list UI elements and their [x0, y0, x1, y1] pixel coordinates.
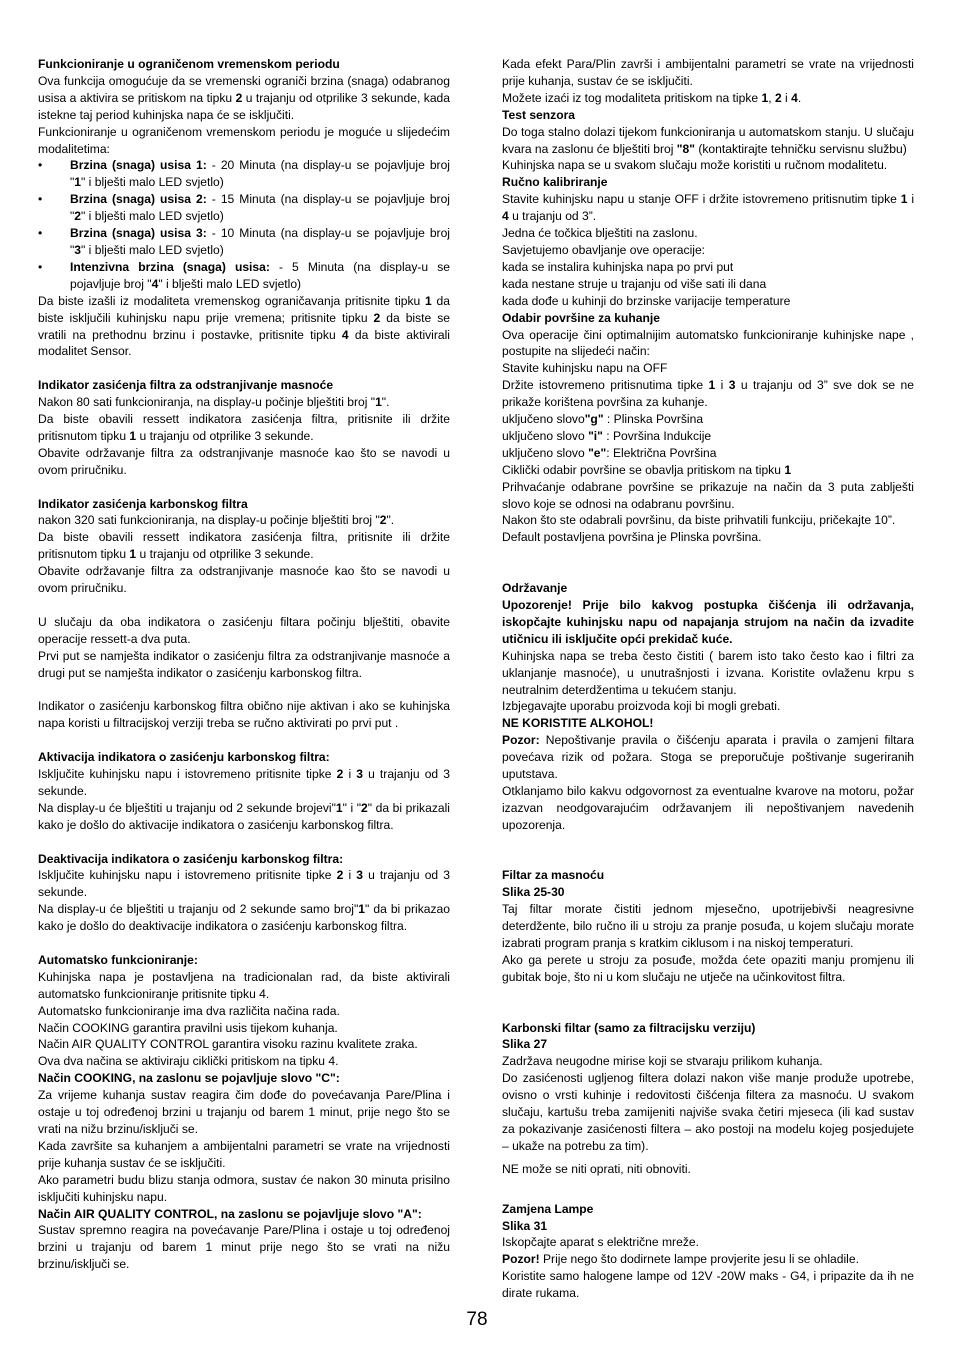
- warning-label: Pozor:: [502, 733, 540, 748]
- section-title: Funkcioniranje u ograničenom vremenskom periodu: [38, 57, 340, 71]
- text-run: " i blješti malo LED svjetlo): [81, 175, 224, 190]
- key-number: 4: [151, 276, 159, 291]
- text-run: : Površina Indukcije: [602, 428, 712, 443]
- text-run: u trajanju od 3” sve dok se ne prikaže korištena površina za kuhanje.: [502, 378, 914, 410]
- text-run: - 15 Minuta (na display-u se pojavljuje broj ": [70, 192, 450, 224]
- text-run: u trajanju od otprilike 3 sekunde.: [136, 428, 314, 443]
- key-letter: "e": [588, 445, 607, 460]
- paragraph: Jedna će točkica blještiti na zaslonu.: [502, 226, 698, 241]
- paragraph: Ako ga perete u stroju za posuđe, možda ćete opaziti manju promjenu ili gubitak boje, što ni u kom slučaju ne utječe na učinkovitost filtra.: [502, 952, 914, 984]
- spacer: [38, 732, 450, 749]
- text-run: Stavite kuhinjsku napu u stanje OFF i držite istovremeno pritisnutim tipke: [502, 192, 901, 207]
- paragraph: [502, 462, 914, 479]
- text-run: " i blješti malo LED svjetlo): [81, 209, 224, 224]
- page-number: 78: [466, 1309, 488, 1330]
- paragraph: Izbjegavajte uporabu proizvoda koji bi mogli grebati.: [502, 699, 781, 714]
- paragraph: [38, 512, 450, 529]
- paragraph: Kada efekt Para/Plin završi i ambijentalni parametri se vrate na vrijednosti prije kuhanja, sustav će se isključiti.: [502, 57, 914, 88]
- spacer: [502, 1178, 914, 1195]
- text-run: Prije nego što dodirnete lampe provjerite jesu li se ohladile.: [539, 1252, 859, 1267]
- paragraph: [502, 428, 914, 445]
- key-number: 4: [341, 327, 349, 342]
- key-number: 1: [784, 462, 792, 477]
- key-number: 1: [761, 90, 769, 105]
- left-column: [38, 56, 450, 1273]
- paragraph: [38, 766, 450, 800]
- warning-text: NE KORISTITE ALKOHOL!: [502, 716, 654, 731]
- key-number: 2: [379, 513, 387, 528]
- spacer: [502, 834, 914, 851]
- paragraph: Otklanjamo bilo kakvu odgovornost za eventualne kvarove na motoru, požar izazvan neodgovarajućim održavanjem ili nepoštivanjem navedenih upozorenja.: [502, 783, 914, 832]
- text-run: u trajanju od 3 sekunde.: [38, 868, 450, 900]
- key-number: 1: [708, 378, 716, 393]
- paragraph: kada se instalira kuhinjska napa po prvi put: [502, 259, 734, 274]
- text-run: i: [781, 90, 792, 105]
- key-number: 3: [356, 868, 363, 883]
- text-run: u trajanju od 3”.: [508, 209, 597, 224]
- text-run: " i blješti malo LED svjetlo): [158, 276, 302, 291]
- section-title: Karbonski filtar (samo za filtracijsku verziju): [502, 1020, 756, 1035]
- section-title: Odabir površine za kuhanje: [502, 310, 660, 325]
- key-letter: "i": [588, 428, 603, 443]
- section-title: Deaktivacija indikatora o zasićenju karbonskog filtra:: [38, 851, 344, 866]
- text-run: " i blješti malo LED svjetlo): [81, 242, 224, 257]
- text-run: - 20 Minuta (na display-u se pojavljuje broj ": [70, 158, 450, 190]
- text-run: Nakon 80 sati funkcioniranja, na display-u počinje blještiti broj ": [38, 395, 376, 410]
- section-title: Indikator zasićenja filtra za odstranjivanje masnoće: [38, 378, 334, 393]
- key-letter: "g": [584, 412, 604, 427]
- item-label: Intenzivna brzina (snaga) usisa:: [70, 259, 270, 274]
- text-run: u trajanju od 3 sekunde.: [38, 766, 450, 798]
- paragraph: Iskopčajte aparat s električne mreže.: [502, 1235, 699, 1250]
- paragraph: Kuhinjska napa se u svakom slučaju može koristiti u ručnom modalitetu.: [502, 158, 888, 173]
- paragraph: kada nestane struje u trajanju od više sati ili dana: [502, 276, 767, 291]
- list-item: [38, 191, 450, 225]
- paragraph: Taj filtar morate čistiti jednom mjesečno, upotrijebivši neagresivne deterdžente, bilo ručno ili u stroju za pranje posuđa, u kojem slučaju morate izabrati program pranja s kratkim ciklusom i na niskoj temperaturi.: [502, 902, 914, 951]
- key-number: 4: [791, 90, 798, 105]
- paragraph: [502, 445, 914, 462]
- paragraph: Automatsko funkcioniranje ima dva različita načina rada.: [38, 1003, 340, 1018]
- key-number: 1: [129, 428, 137, 443]
- text-run: Do toga stalno dolazi tijekom funkcioniranja u automatskom stanju. U slučaju kvara na zaslonu će blještiti broj: [502, 124, 914, 156]
- key-number: 3: [356, 766, 363, 781]
- text-run: " i ": [342, 800, 362, 815]
- paragraph: Kada završite sa kuhanjem a ambijentalni parametri se vrate na vrijednosti prije kuhanja sustav će se isključiti.: [38, 1138, 450, 1170]
- figure-reference: Slika 27: [502, 1037, 548, 1052]
- paragraph: U slučaju da oba indikatora o zasićenju filtara počinju blještiti, obavite operacije ressett-a dva puta.: [38, 614, 450, 646]
- paragraph: Savjetujemo obavljanje ove operacije:: [502, 242, 706, 257]
- text-run: Nepoštivanje pravila o čišćenju aparata i pravila o zamjeni filtara povećava rizik od požara. Stoga se preporučuje poštivanje sugeriranih uputstava.: [502, 733, 914, 782]
- bullet-icon: •: [38, 259, 43, 274]
- key-number: 2: [361, 800, 368, 815]
- list-item: [38, 157, 450, 191]
- paragraph: Default postavljena površina je Plinska površina.: [502, 530, 762, 545]
- subsection-title: Način AIR QUALITY CONTROL, na zaslonu se pojavljuje slovo "A":: [38, 1206, 422, 1221]
- text-run: Da biste obavili ressett indikatora zasićenja filtra, pritisnite ili držite pritisnutom tipku: [38, 530, 450, 562]
- subsection-title: Način COOKING, na zaslonu se pojavljuje slovo "C":: [38, 1071, 340, 1086]
- text-run: Na display-u će blještiti u trajanju od 2 sekunde samo broj": [38, 902, 359, 917]
- paragraph: Ako parametri budu blizu stanja odmora, sustav će nakon 30 minuta prisilno isključiti kuhinjsku napu.: [38, 1172, 450, 1204]
- item-label: Brzina (snaga) usisa 2:: [70, 192, 207, 207]
- paragraph: Način AIR QUALITY CONTROL garantira visoku razinu kvalitete zraka.: [38, 1037, 418, 1052]
- section-title: Automatsko funkcioniranje:: [38, 952, 198, 967]
- warning-text: Upozorenje! Prije bilo kakvog postupka čišćenja ili održavanja, iskopčajte kuhinjsku napu od napajanja strujom na način da izvadite utičnicu ili isključite opći prekidač kuće.: [502, 597, 914, 646]
- paragraph: [38, 901, 450, 935]
- paragraph: [502, 1251, 914, 1268]
- paragraph: [38, 73, 450, 124]
- key-number: "8": [676, 141, 695, 156]
- warning-label: Pozor!: [502, 1252, 540, 1267]
- paragraph: kada dođe u kuhinji do brzinske varijacije temperature: [502, 293, 791, 308]
- text-run: i: [715, 378, 729, 393]
- text-run: .: [797, 90, 802, 105]
- text-run: Isključite kuhinjsku napu i istovremeno pritisnite tipke: [38, 766, 337, 781]
- paragraph: Zadržava neugodne mirise koji se stvaraju prilikom kuhanja.: [502, 1054, 823, 1069]
- paragraph: Koristite samo halogene lampe od 12V -20W maks - G4, i pripazite da ih ne dirate rukama.: [502, 1269, 914, 1301]
- key-number: 1: [375, 395, 382, 410]
- spacer: [38, 360, 450, 377]
- spacer: [38, 681, 450, 698]
- text-run: Držite istovremeno pritisnutima tipke: [502, 378, 709, 393]
- key-number: 1: [74, 175, 82, 190]
- text-run: Ciklički odabir površine se obavlja pritiskom na tipku: [502, 462, 785, 477]
- spacer: [502, 563, 914, 580]
- paragraph: Ova operacije čini optimalnijim automatsko funkcioniranje kuhinjske nape , postupite na slijedeći način:: [502, 327, 914, 359]
- text-run: i: [343, 766, 357, 781]
- text-run: nakon 320 sati funkcioniranja, na display-u počinje blještiti broj ": [38, 513, 380, 528]
- key-number: 2: [336, 868, 344, 883]
- text-run: ,: [768, 90, 775, 105]
- spacer: [38, 935, 450, 952]
- key-number: 2: [336, 766, 344, 781]
- text-run: ".: [381, 395, 390, 410]
- text-run: Na display-u će blještiti u trajanju od 2 sekunde brojevi": [38, 800, 336, 815]
- paragraph: Stavite kuhinjsku napu na OFF: [502, 361, 668, 376]
- paragraph: [502, 411, 914, 428]
- section-title: Aktivacija indikatora o zasićenju karbonskog filtra:: [38, 750, 330, 765]
- text-run: Da biste izašli iz modaliteta vremenskog ograničavanja pritisnite tipku: [38, 293, 426, 308]
- text-run: uključeno slovo: [502, 445, 589, 460]
- paragraph: [502, 377, 914, 411]
- text-run: i: [907, 192, 914, 207]
- text-run: " da bi prikazali kako je došlo do aktivacije indikatora o zasićenju karbonskog filtra.: [38, 800, 450, 832]
- paragraph: [38, 867, 450, 901]
- paragraph: Prvi put se namješta indikator o zasićenju filtra za odstranjivanje masnoće a drugi put se namješta indikator o zasićenju karbonskog filtra.: [38, 648, 450, 680]
- key-number: 3: [728, 378, 736, 393]
- paragraph: Za vrijeme kuhanja sustav reagira čim dođe do povećavanja Pare/Plina i ostaje u toj određenoj brzini u trajanju od barem 1 minut, prije nego što se vrati na nižu brzinu/isključi se.: [38, 1088, 450, 1136]
- text-run: - 10 Minuta (na display-u se pojavljuje broj ": [70, 226, 450, 257]
- key-number: 1: [358, 902, 366, 917]
- key-number: 1: [335, 800, 343, 815]
- text-run: da biste isključili kuhinjsku napu prije vremena; pritisnite tipku: [38, 293, 450, 325]
- figure-reference: Slika 25-30: [502, 885, 565, 900]
- text-run: da biste se vratili na prethodnu brzinu i postavke, pritisnite tipku: [38, 310, 450, 342]
- key-number: 2: [74, 209, 82, 224]
- text-run: Isključite kuhinjsku napu i istovremeno pritisnite tipke: [38, 868, 337, 883]
- item-label: Brzina (snaga) usisa 3:: [70, 226, 207, 241]
- section-title: Test senzora: [502, 107, 576, 122]
- text-run: Da biste obavili ressett indikatora zasićenja filtra, pritisnite ili držite pritisnutom tipku: [38, 412, 450, 443]
- paragraph: Nakon što ste odabrali površinu, da biste prihvatili funkciju, pričekajte 10”.: [502, 513, 896, 528]
- text-run: u trajanju od otprilike 3 sekunde.: [136, 547, 314, 562]
- paragraph: [502, 90, 914, 107]
- right-column: [502, 56, 914, 1302]
- key-number: 1: [425, 293, 432, 308]
- paragraph: Način COOKING garantira pravilni usis tijekom kuhanja.: [38, 1020, 338, 1035]
- paragraph: Obavite održavanje filtra za odstranjivanje masnoće kao što se navodi u ovom priručniku.: [38, 564, 450, 596]
- paragraph: Prihvaćanje odabrane površine se prikazuje na način da 3 puta zablješti slovo koje se odnosi na odabranu površinu.: [502, 479, 914, 511]
- spacer: [502, 546, 914, 563]
- list-item: [38, 225, 450, 259]
- text-run: : Plinska Površina: [603, 412, 704, 427]
- spacer: [502, 1003, 914, 1020]
- paragraph: Funkcioniranje u ograničenom vremenskom periodu je moguće u slijedećim modalitetima:: [38, 124, 450, 156]
- spacer: [38, 834, 450, 851]
- section-title: Održavanje: [502, 581, 568, 596]
- bullet-icon: •: [38, 192, 43, 207]
- paragraph: [38, 800, 450, 834]
- paragraph: [38, 293, 450, 361]
- spacer: [38, 479, 450, 496]
- section-title: Filtar za masnoću: [502, 868, 605, 883]
- paragraph: [502, 732, 914, 783]
- text-run: - 5 Minuta (na display-u se pojavljuje broj ": [70, 259, 450, 291]
- paragraph: [38, 394, 450, 411]
- text-run: da biste aktivirali modalitet Sensor.: [38, 327, 450, 359]
- bullet-icon: •: [38, 158, 43, 173]
- paragraph: Indikator o zasićenju karbonskog filtra obično nije aktivan i ako se kuhinjska napa koristi u filtracijskoj verziji treba se ručno aktivirati po prvi put .: [38, 699, 450, 731]
- spacer: [502, 986, 914, 1003]
- paragraph: Obavite održavanje filtra za odstranjivanje masnoće kao što se navodi u ovom priručniku.: [38, 445, 450, 477]
- paragraph: NE može se niti oprati, niti obnoviti.: [502, 1161, 691, 1176]
- section-title: Indikator zasićenja karbonskog filtra: [38, 496, 248, 511]
- section-title: Ručno kalibriranje: [502, 175, 608, 190]
- key-number: 4: [502, 209, 509, 224]
- figure-reference: Slika 31: [502, 1218, 548, 1233]
- paragraph: [502, 191, 914, 225]
- text-run: uključeno slovo: [502, 412, 585, 427]
- key-number: 2: [373, 310, 381, 325]
- key-number: 1: [129, 547, 137, 562]
- spacer: [38, 597, 450, 614]
- key-number: 1: [900, 192, 908, 207]
- text-run: uključeno slovo: [502, 428, 589, 443]
- key-number: 3: [74, 242, 82, 257]
- paragraph: Kuhinjska napa je postavljena na tradicionalan rad, da biste aktivirali automatsko funkcioniranje pritisnite tipku 4.: [38, 969, 450, 1001]
- text-run: (kontaktirajte tehničku servisnu službu): [694, 141, 907, 156]
- paragraph: [38, 411, 450, 445]
- paragraph: Do zasićenosti ugljenog filtera dolazi nakon više manje produže upotrebe, ovisno o vrsti kuhinje i redovitosti čišćenja filtera za masnoću. U svakom slučaju, kartušu treba zamijeniti najviše svaka četiri mjeseca (ili kad sustav za pokazivanje zasićenosti filtera – ako postoji na modelu kojeg posjedujete – ukaže na potrebu za tim).: [502, 1071, 914, 1153]
- paragraph: [38, 529, 450, 563]
- text-run: u trajanju od otprilike 3 sekunde, kada istekne taj period kuhinjska napa će se isključiti.: [38, 90, 450, 122]
- text-run: Možete izaći iz tog modaliteta pritiskom na tipke: [502, 90, 762, 105]
- text-run: i: [343, 868, 357, 883]
- text-run: ".: [386, 513, 395, 528]
- text-run: : Električna Površina: [606, 445, 717, 460]
- paragraph: Ova dva načina se aktiviraju ciklički pritiskom na tipku 4.: [38, 1054, 339, 1069]
- section-title: Zamjena Lampe: [502, 1201, 594, 1216]
- text-run: Ova funkcija omogućuje da se vremenski ograniči brzina (snaga) odabranog usisa a aktivira se pritiskom na tipku: [38, 73, 450, 105]
- text-run: " da bi prikazao kako je došlo do deaktivacije indikatora o zasićenju karbonskog filtra.: [38, 902, 450, 934]
- key-number: 2: [235, 90, 243, 105]
- paragraph: Sustav spremno reagira na povećavanje Pare/Plina i ostaje u toj određenoj brzini u trajanju od barem 1 minut prije nego što se vrati na nižu brzinu/isključi se.: [38, 1223, 450, 1272]
- paragraph: Kuhinjska napa se treba često čistiti ( barem isto tako često kao i filtri za uklanjanje masnoće), u unutrašnjosti i izvana. Koristite ovlaženu krpu s neutralnim deterdžentima u tekućem stanju.: [502, 648, 914, 697]
- paragraph: [502, 124, 914, 158]
- item-label: Brzina (snaga) usisa 1:: [70, 158, 207, 173]
- key-number: 2: [774, 90, 782, 105]
- list-item: [38, 259, 450, 293]
- bullet-icon: •: [38, 226, 43, 241]
- spacer: [502, 851, 914, 868]
